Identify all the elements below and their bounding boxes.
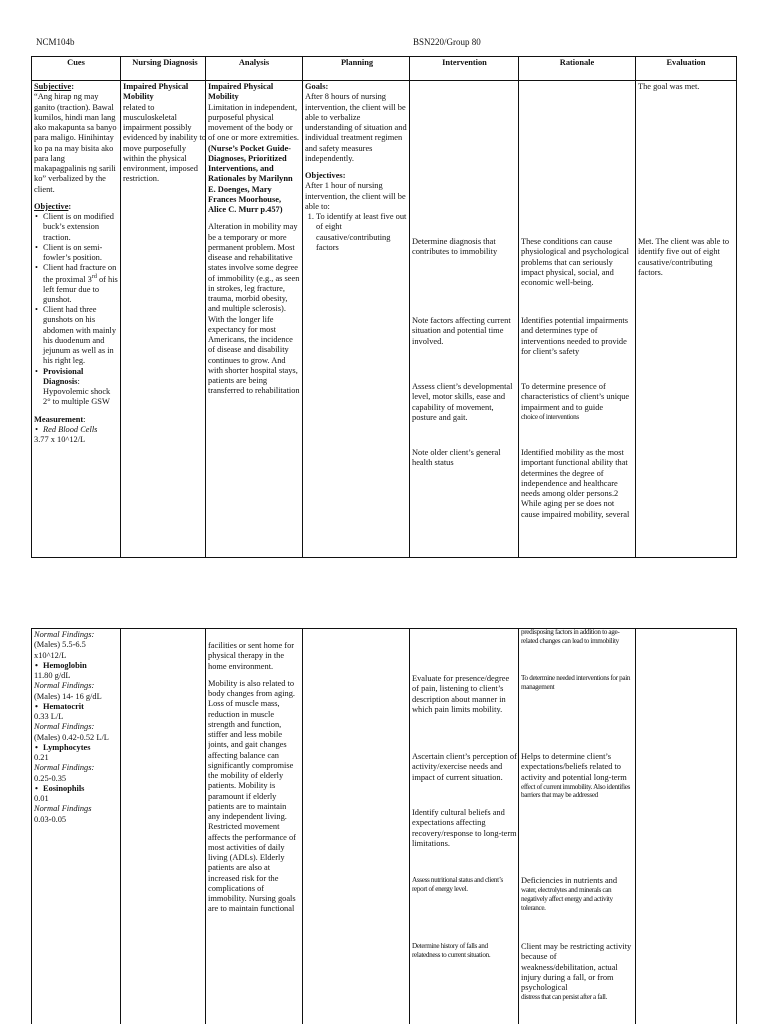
column-header-cues: Cues	[67, 58, 85, 67]
objective-cue: • Client had fracture on the proximal 3rd of his left femur due to gunshot.	[43, 263, 118, 305]
col-line	[302, 56, 303, 558]
lab-normal-label: Normal Findings	[34, 804, 92, 814]
intervention-item: Assess client’s developmental level, motor skills, ease and capability of movement, posture and gait.	[412, 382, 513, 422]
rbc-label: • Red Blood Cells	[43, 425, 118, 435]
analysis-aging-text: Mobility is also related to body changes from aging. Loss of muscle mass, reduction in muscle strength and function, stiffer and less mobile joints, and gait changes affecting balance can significantly compromise the mobility of elderly patients. Mobility is paramount if elderly patients are to maintain any independent living. Restricted movement affects the performance of most activities of daily living (ADLs). Elderly patients are also at increased risk for the complications of immobility. Nursing goals are to maintain functional	[208, 678, 296, 914]
analysis-continued-text: facilities or sent home for physical therapy in the home environment.	[208, 641, 295, 671]
care-plan-table-page-2	[31, 628, 737, 1024]
col-line	[635, 628, 636, 1024]
analysis-cell-continued	[208, 641, 300, 915]
header-row-divider	[31, 80, 737, 81]
rationale-item: Deficiencies in nutrients and water, electrolytes and minerals can negatively affect energy and activity tolerance.	[521, 876, 618, 912]
rationale-item: To determine presence of characteristics of client’s unique impairment and to guide choice of interventions	[521, 382, 630, 421]
analysis-title: Impaired Physical Mobility	[208, 82, 274, 102]
table-border-top	[31, 56, 737, 57]
objective-item: 1. To identify at least five out of eight causative/contributing factors	[316, 212, 409, 253]
lab-normal-range: (Males) 0.42-0.52 L/L	[34, 732, 109, 742]
rationale-item: Identifies potential impairments and determines type of interventions needed to provide for client’s safety	[521, 316, 628, 356]
lab-value: 0.01	[34, 794, 49, 803]
rbc-normal-range: (Males) 5.5-6.5 x10^12/L	[34, 640, 86, 660]
intervention-item: Determine diagnosis that contributes to immobility	[412, 237, 498, 257]
lab-name: • Lymphocytes	[43, 743, 118, 753]
subjective-statement: “Ang hirap ng may ganito (traction). Bawal kumilos, hindi man lang ako makapunta sa banyo para maligo. Hinihintay ko pa na may bisita ako para lang makapagpalinis ng sarili ko” verbalized by the client.	[34, 92, 117, 194]
cues-cell: Subjective: “Ang hirap ng may ganito (traction). Bawal kumilos, hindi man lang ako makapunta sa banyo para maligo. Hinihintay ko pa na may bisita ako para lang makapagpalinis ng sarili ko” verbalized by the client. Objective: • Client is on modified buck’s extension traction. • Client is on semi-fowler’s position. • Client had fracture on the proximal 3rd of his left femur due to gunshot. • Client had three gunshots on his abdomen with mainly his duodenum and jejunum as well as in his right leg. • Provisional Diagnosis: Hypovolemic shock 2° to multiple GSW Measurement: • Red Blood Cells 3.77 x 10^12/L	[34, 82, 118, 445]
objective-cue: • Client had three gunshots on his abdomen with mainly his duodenum and jejunum as well as in his right leg.	[43, 305, 118, 367]
lab-value: 0.33 L/L	[34, 712, 64, 721]
lab-name: • Hemoglobin	[43, 661, 118, 671]
subjective-label: Subjective	[34, 82, 72, 91]
objective-label: Objective	[34, 201, 69, 211]
col-line	[409, 56, 410, 558]
column-header-analysis: Analysis	[238, 58, 270, 67]
analysis-cell	[208, 82, 300, 397]
lab-name: • Eosinophils	[43, 784, 118, 794]
column-header-planning: Planning	[340, 58, 374, 67]
lab-normal-label: Normal Findings:	[34, 681, 95, 691]
intervention-item: Evaluate for presence/degree of pain, listening to client’s description about manner in which pain limits mobility.	[412, 674, 510, 714]
header-section-group: BSN220/Group 80	[413, 37, 481, 47]
column-header-rationale: Rationale	[559, 58, 595, 67]
lab-normal-range: 0.03-0.05	[34, 814, 67, 824]
col-line	[302, 628, 303, 1024]
lab-normal-range: (Males) 14- 16 g/dL	[34, 691, 102, 701]
col-line	[120, 56, 121, 558]
rationale-item: predisposing factors in addition to age-related changes can lead to immobility	[521, 628, 620, 645]
column-header-intervention: Intervention	[442, 58, 487, 67]
col-line	[31, 56, 32, 558]
header-course-code: NCM104b	[36, 37, 75, 47]
planning-cell: Goals: After 8 hours of nursing intervention, the client will be able to verbalize understanding of situation and individual treatment regimen and safety measures independently. Objectives: After 1 hour of nursing intervention, the client will be able to: 1. To identify at least five out of eight causative/contributing factors	[305, 82, 409, 253]
rationale-item: To determine needed interventions for pain management	[521, 674, 631, 691]
evaluation-objective: Met. The client was able to identify five out of eight causative/contributing factors.	[638, 237, 730, 277]
care-plan-table-page-1	[31, 56, 737, 558]
analysis-discussion: Alteration in mobility may be a temporary or more permanent problem. Most disease and rehabilitative states involve some degree of immobility (e.g., as seen in strokes, leg fracture, trauma, morbid obesity, and multiple sclerosis). With the longer life expectancy for most Americans, the incidence of disease and disability continues to grow. And with shorter hospital stays, patients are being transferred to rehabilitation	[208, 222, 300, 396]
lab-name: • Hematocrit	[43, 702, 118, 712]
col-line	[409, 628, 410, 1024]
intervention-item: Assess nutritional status and client’s report of energy level.	[412, 876, 503, 893]
evaluation-goal: The goal was met.	[638, 82, 700, 91]
col-line	[518, 56, 519, 558]
column-header-nursing-diagnosis: Nursing Diagnosis	[132, 58, 198, 67]
intervention-item: Identify cultural beliefs and expectations affecting recovery/response to long-term limitations.	[412, 808, 517, 848]
provisional-diagnosis: • Provisional Diagnosis: Hypovolemic shock 2° to multiple GSW	[43, 367, 118, 408]
col-line	[635, 56, 636, 558]
analysis-source: (Nurse’s Pocket Guide-Diagnoses, Prioritized Interventions, and Rationales by Marilynn E. Doenges, Mary Frances Moorhouse, Alice C. Murr p.457)	[208, 143, 293, 214]
analysis-definition: Limitation in independent, purposeful physical movement of the body or of one or more extremities.	[208, 102, 299, 143]
rationale-item: Helps to determine client’s expectations/beliefs related to activity and potential long-term effect of current immobility. Also identifies barriers that may be addressed	[521, 752, 631, 800]
lab-value: 0.21	[34, 753, 49, 762]
goals-text: After 8 hours of nursing intervention, the client will be able to verbalize understanding of situation and individual treatment regimen and safety measures independently.	[305, 92, 407, 163]
cues-cell-continued	[34, 630, 118, 825]
col-line	[736, 628, 737, 1024]
col-line	[518, 628, 519, 1024]
objective-cue: • Client is on modified buck’s extension traction.	[43, 212, 118, 243]
intervention-item: Note factors affecting current situation and potential time involved.	[412, 316, 511, 346]
rbc-value: 3.77 x 10^12/L	[34, 435, 86, 445]
lab-normal-range: 0.25-0.35	[34, 773, 67, 783]
rationale-item: Client may be restricting activity because of weakness/debilitation, actual injury during a fall, or from psychological distress that can persist after a fall.	[521, 942, 632, 1002]
objectives-text: After 1 hour of nursing intervention, the client will be able to:	[305, 181, 406, 211]
objective-cue: • Client is on semi-fowler’s position.	[43, 243, 118, 264]
rbc-normal-label: Normal Findings:	[34, 630, 95, 639]
nursing-diagnosis-cell	[123, 82, 207, 185]
intervention-item: Note older client’s general health status	[412, 448, 501, 468]
objective-cue-list	[34, 212, 118, 408]
col-line	[120, 628, 121, 1024]
lab-value: 11.80 g/dL	[34, 671, 71, 680]
rationale-item: These conditions can cause physiological and psychological problems that can seriously impact physical, social, and economic well-being.	[521, 237, 629, 287]
lab-normal-label: Normal Findings:	[34, 763, 95, 773]
intervention-item: Ascertain client’s perception of activity/exercise needs and impact of current situation.	[412, 752, 517, 782]
col-line	[31, 628, 32, 1024]
rationale-item: Identified mobility as the most important functional ability that determines the degree of independence and healthcare needs among older persons.2 While aging per se does not cause impaired mobility, several	[521, 448, 630, 519]
col-line	[205, 628, 206, 1024]
diagnosis-text: related to musculoskeletal impairment possibly evidenced by inability to move purposefully within the physical environment, imposed restriction.	[123, 102, 207, 184]
col-line	[736, 56, 737, 558]
objectives-label: Objectives	[305, 171, 343, 180]
lab-normal-label: Normal Findings:	[34, 722, 95, 732]
measurement-label: Measurement	[34, 414, 84, 424]
column-header-evaluation: Evaluation	[666, 58, 706, 67]
intervention-item: Determine history of falls and relatedness to current situation.	[412, 942, 491, 959]
diagnosis-title: Impaired Physical Mobility	[123, 82, 189, 102]
goals-label: Goals	[305, 82, 326, 91]
table-border-bottom	[31, 557, 737, 558]
